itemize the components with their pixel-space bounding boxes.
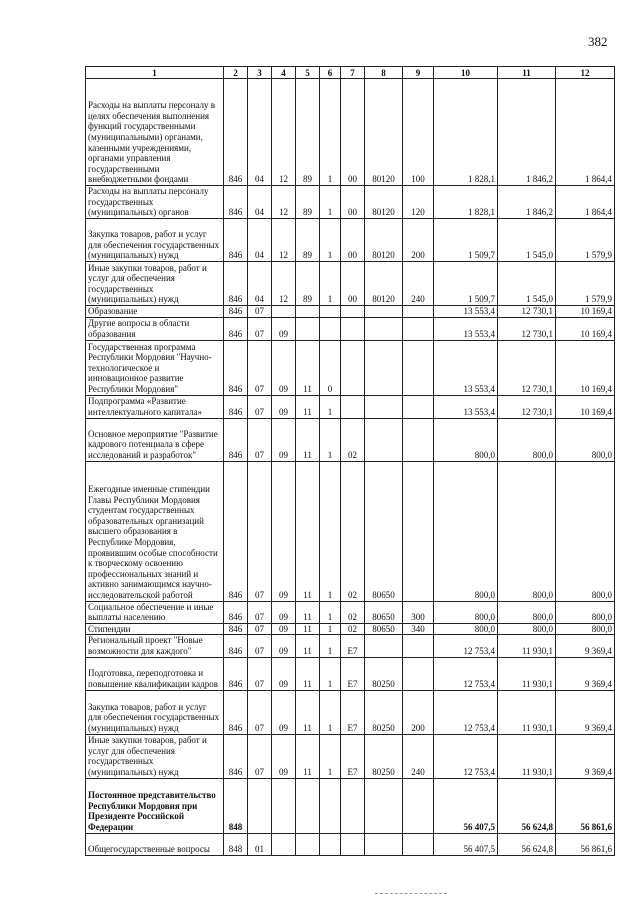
amount-cell: 56 861,6	[556, 778, 615, 833]
amount-cell: 10 169,4	[556, 395, 615, 418]
row-name-cell: Стипендии	[86, 623, 224, 635]
subprogram-cell	[320, 306, 341, 318]
subsection-cell: 09	[272, 418, 296, 461]
code-cell: 846	[224, 635, 248, 657]
subprogram-cell: 1	[320, 623, 341, 635]
amount-cell: 9 369,4	[556, 635, 615, 657]
header-cell: 8	[365, 67, 403, 79]
code-cell: 846	[224, 461, 248, 601]
expense-type-cell: 120	[403, 186, 434, 219]
event-cell	[341, 778, 365, 833]
scan-artifact	[375, 893, 447, 894]
program-cell	[296, 317, 320, 340]
amount-cell: 10 169,4	[556, 340, 615, 395]
amount-cell: 800,0	[434, 418, 498, 461]
code-cell: 846	[224, 690, 248, 734]
amount-cell: 9 369,4	[556, 657, 615, 690]
amount-cell: 800,0	[434, 461, 498, 601]
event-cell: 00	[341, 219, 365, 262]
program-cell: 11	[296, 690, 320, 734]
subsection-cell: 09	[272, 461, 296, 601]
event-cell: 02	[341, 601, 365, 623]
amount-cell: 10 169,4	[556, 317, 615, 340]
amount-cell: 12 753,4	[434, 657, 498, 690]
direction-cell: 80120	[365, 79, 403, 186]
event-cell	[341, 317, 365, 340]
amount-cell: 13 553,4	[434, 317, 498, 340]
header-cell: 7	[341, 67, 365, 79]
subprogram-cell: 1	[320, 690, 341, 734]
amount-cell: 1 846,2	[498, 186, 556, 219]
amount-cell: 13 553,4	[434, 395, 498, 418]
subsection-cell: 09	[272, 623, 296, 635]
table-row	[86, 79, 615, 186]
expense-type-cell: 240	[403, 262, 434, 306]
section-cell: 04	[248, 219, 272, 262]
amount-cell: 1 828,1	[434, 186, 498, 219]
amount-cell: 1 864,4	[556, 186, 615, 219]
header-row	[86, 67, 615, 79]
subprogram-cell: 1	[320, 635, 341, 657]
amount-cell: 800,0	[556, 461, 615, 601]
direction-cell: 80120	[365, 262, 403, 306]
program-cell	[296, 833, 320, 855]
code-cell: 846	[224, 79, 248, 186]
amount-cell: 1 846,2	[498, 79, 556, 186]
amount-cell: 12 753,4	[434, 734, 498, 778]
amount-cell: 12 730,1	[498, 395, 556, 418]
amount-cell: 800,0	[498, 461, 556, 601]
section-cell: 07	[248, 690, 272, 734]
direction-cell	[365, 306, 403, 318]
amount-cell: 11 930,1	[498, 635, 556, 657]
amount-cell: 12 753,4	[434, 635, 498, 657]
row-name-cell: Постоянное представительство Республики Мордовия при Президенте Российской Федерации	[86, 778, 224, 833]
row-name-cell: Закупка товаров, работ и услуг для обеспечения государственных (муниципальных) нужд	[86, 690, 224, 734]
section-cell	[248, 778, 272, 833]
code-cell: 846	[224, 418, 248, 461]
amount-cell: 1 545,0	[498, 219, 556, 262]
amount-cell: 800,0	[556, 601, 615, 623]
direction-cell: 80120	[365, 186, 403, 219]
table-row	[86, 186, 615, 219]
row-name-cell: Региональный проект "Новые возможности для каждого"	[86, 635, 224, 657]
expense-type-cell: 300	[403, 601, 434, 623]
event-cell: 00	[341, 79, 365, 186]
amount-cell: 1 545,0	[498, 262, 556, 306]
subprogram-cell: 0	[320, 340, 341, 395]
table-row	[86, 635, 615, 657]
table-row	[86, 317, 615, 340]
event-cell	[341, 340, 365, 395]
subsection-cell: 12	[272, 79, 296, 186]
program-cell: 89	[296, 79, 320, 186]
event-cell: Е7	[341, 734, 365, 778]
amount-cell: 56 407,5	[434, 833, 498, 855]
amount-cell: 10 169,4	[556, 306, 615, 318]
event-cell: 02	[341, 623, 365, 635]
event-cell	[341, 306, 365, 318]
subsection-cell: 09	[272, 690, 296, 734]
expense-type-cell	[403, 418, 434, 461]
program-cell: 89	[296, 262, 320, 306]
expense-type-cell	[403, 340, 434, 395]
event-cell	[341, 833, 365, 855]
event-cell	[341, 395, 365, 418]
subsection-cell: 09	[272, 635, 296, 657]
expense-type-cell: 200	[403, 690, 434, 734]
table-row	[86, 833, 615, 855]
direction-cell	[365, 340, 403, 395]
amount-cell: 56 624,8	[498, 778, 556, 833]
direction-cell	[365, 833, 403, 855]
section-cell: 07	[248, 395, 272, 418]
code-cell: 846	[224, 317, 248, 340]
subprogram-cell	[320, 833, 341, 855]
event-cell: 02	[341, 418, 365, 461]
subsection-cell: 09	[272, 734, 296, 778]
program-cell: 11	[296, 623, 320, 635]
direction-cell: 80250	[365, 657, 403, 690]
subsection-cell: 09	[272, 601, 296, 623]
subprogram-cell: 1	[320, 219, 341, 262]
program-cell	[296, 306, 320, 318]
amount-cell: 11 930,1	[498, 734, 556, 778]
code-cell: 846	[224, 219, 248, 262]
amount-cell: 800,0	[556, 418, 615, 461]
program-cell: 11	[296, 657, 320, 690]
subprogram-cell: 1	[320, 262, 341, 306]
subprogram-cell	[320, 778, 341, 833]
header-cell: 3	[248, 67, 272, 79]
direction-cell	[365, 317, 403, 340]
row-name-cell: Подготовка, переподготовка и повышение квалификации кадров	[86, 657, 224, 690]
amount-cell: 800,0	[498, 601, 556, 623]
table-row	[86, 690, 615, 734]
amount-cell: 56 861,6	[556, 833, 615, 855]
direction-cell: 80120	[365, 219, 403, 262]
amount-cell: 800,0	[498, 623, 556, 635]
row-name-cell: Другие вопросы в области образования	[86, 317, 224, 340]
header-cell: 9	[403, 67, 434, 79]
section-cell: 07	[248, 635, 272, 657]
row-name-cell: Расходы на выплаты персоналу в целях обеспечения выполнения функций государственными (муниципальными) органами, казенными учреждениями, органами управления государственными внебюджетными фондами	[86, 79, 224, 186]
section-cell: 01	[248, 833, 272, 855]
code-cell: 846	[224, 395, 248, 418]
code-cell: 846	[224, 657, 248, 690]
row-name-cell: Ежегодные именные стипендии Главы Республики Мордовия студентам государственных образовательных организаций высшего образования в Республике Мордовия, проявившим особые способности к творческому освоению профессиональных знаний и активно занимающимся научно-исследовательской работой	[86, 461, 224, 601]
amount-cell: 12 753,4	[434, 690, 498, 734]
section-cell: 07	[248, 623, 272, 635]
row-name-cell: Подпрограмма «Развитие интеллектуального капитала»	[86, 395, 224, 418]
subprogram-cell	[320, 317, 341, 340]
expense-type-cell	[403, 833, 434, 855]
program-cell	[296, 778, 320, 833]
amount-cell: 9 369,4	[556, 734, 615, 778]
expense-type-cell	[403, 461, 434, 601]
amount-cell: 1 579,9	[556, 219, 615, 262]
subprogram-cell: 1	[320, 186, 341, 219]
direction-cell	[365, 418, 403, 461]
table-row	[86, 306, 615, 318]
header-cell: 10	[434, 67, 498, 79]
amount-cell: 800,0	[434, 601, 498, 623]
code-cell: 846	[224, 306, 248, 318]
amount-cell: 13 553,4	[434, 306, 498, 318]
subsection-cell	[272, 306, 296, 318]
direction-cell: 80650	[365, 623, 403, 635]
table-body	[86, 79, 615, 856]
direction-cell: 80650	[365, 601, 403, 623]
section-cell: 07	[248, 657, 272, 690]
event-cell: 00	[341, 186, 365, 219]
code-cell: 846	[224, 186, 248, 219]
section-cell: 07	[248, 317, 272, 340]
header-cell: 6	[320, 67, 341, 79]
header-cell: 5	[296, 67, 320, 79]
header-cell: 11	[498, 67, 556, 79]
table-row	[86, 734, 615, 778]
amount-cell: 1 579,9	[556, 262, 615, 306]
subsection-cell: 12	[272, 186, 296, 219]
amount-cell: 11 930,1	[498, 657, 556, 690]
amount-cell: 12 730,1	[498, 306, 556, 318]
amount-cell: 1 509,7	[434, 262, 498, 306]
section-cell: 04	[248, 79, 272, 186]
expense-type-cell	[403, 657, 434, 690]
program-cell: 11	[296, 461, 320, 601]
section-cell: 07	[248, 418, 272, 461]
section-cell: 07	[248, 461, 272, 601]
page-number: 382	[588, 34, 608, 49]
table-row	[86, 461, 615, 601]
row-name-cell: Социальное обеспечение и иные выплаты населению	[86, 601, 224, 623]
table-row	[86, 219, 615, 262]
event-cell: Е7	[341, 690, 365, 734]
program-cell: 11	[296, 734, 320, 778]
table-row	[86, 623, 615, 635]
budget-table	[85, 66, 615, 856]
direction-cell: 80250	[365, 734, 403, 778]
program-cell: 89	[296, 186, 320, 219]
subsection-cell: 12	[272, 219, 296, 262]
event-cell: 00	[341, 262, 365, 306]
direction-cell: 80250	[365, 690, 403, 734]
table-row	[86, 340, 615, 395]
row-name-cell: Государственная программа Республики Мордовия "Научно-технологическое и инновационное развитие Республики Мордовия"	[86, 340, 224, 395]
amount-cell: 13 553,4	[434, 340, 498, 395]
subprogram-cell: 1	[320, 418, 341, 461]
table-row	[86, 601, 615, 623]
expense-type-cell	[403, 317, 434, 340]
amount-cell: 1 828,1	[434, 79, 498, 186]
subprogram-cell: 1	[320, 601, 341, 623]
program-cell: 11	[296, 418, 320, 461]
code-cell: 848	[224, 778, 248, 833]
subsection-cell: 09	[272, 395, 296, 418]
row-name-cell: Образование	[86, 306, 224, 318]
table-row	[86, 395, 615, 418]
amount-cell: 56 407,5	[434, 778, 498, 833]
table-row	[86, 778, 615, 833]
program-cell: 11	[296, 340, 320, 395]
table-row	[86, 262, 615, 306]
subprogram-cell: 1	[320, 657, 341, 690]
expense-type-cell	[403, 306, 434, 318]
code-cell: 846	[224, 734, 248, 778]
row-name-cell: Основное мероприятие "Развитие кадрового потенциала в сфере исследований и разработок"	[86, 418, 224, 461]
amount-cell: 56 624,8	[498, 833, 556, 855]
row-name-cell: Иные закупки товаров, работ и услуг для обеспечения государственных (муниципальных) нужд	[86, 734, 224, 778]
subprogram-cell: 1	[320, 79, 341, 186]
header-cell: 12	[556, 67, 615, 79]
subsection-cell: 09	[272, 657, 296, 690]
subsection-cell: 12	[272, 262, 296, 306]
expense-type-cell	[403, 395, 434, 418]
row-name-cell: Закупка товаров, работ и услуг для обеспечения государственных (муниципальных) нужд	[86, 219, 224, 262]
section-cell: 07	[248, 306, 272, 318]
code-cell: 846	[224, 601, 248, 623]
amount-cell: 800,0	[556, 623, 615, 635]
section-cell: 04	[248, 186, 272, 219]
header-cell: 4	[272, 67, 296, 79]
event-cell: Е7	[341, 635, 365, 657]
amount-cell: 9 369,4	[556, 690, 615, 734]
expense-type-cell	[403, 635, 434, 657]
subsection-cell: 09	[272, 340, 296, 395]
amount-cell: 800,0	[434, 623, 498, 635]
row-name-cell: Расходы на выплаты персоналу государственных (муниципальных) органов	[86, 186, 224, 219]
direction-cell	[365, 635, 403, 657]
code-cell: 846	[224, 262, 248, 306]
expense-type-cell: 340	[403, 623, 434, 635]
expense-type-cell: 240	[403, 734, 434, 778]
amount-cell: 1 509,7	[434, 219, 498, 262]
program-cell: 89	[296, 219, 320, 262]
table-row	[86, 657, 615, 690]
section-cell: 07	[248, 601, 272, 623]
row-name-cell: Иные закупки товаров, работ и услуг для обеспечения государственных (муниципальных) нужд	[86, 262, 224, 306]
program-cell: 11	[296, 601, 320, 623]
code-cell: 846	[224, 623, 248, 635]
expense-type-cell: 100	[403, 79, 434, 186]
amount-cell: 12 730,1	[498, 317, 556, 340]
subprogram-cell: 1	[320, 461, 341, 601]
section-cell: 04	[248, 262, 272, 306]
amount-cell: 800,0	[498, 418, 556, 461]
expense-type-cell	[403, 778, 434, 833]
row-name-cell: Общегосударственные вопросы	[86, 833, 224, 855]
direction-cell	[365, 395, 403, 418]
header-cell: 1	[86, 67, 224, 79]
amount-cell: 12 730,1	[498, 340, 556, 395]
code-cell: 848	[224, 833, 248, 855]
section-cell: 07	[248, 340, 272, 395]
subprogram-cell: 1	[320, 734, 341, 778]
event-cell: 02	[341, 461, 365, 601]
subsection-cell: 09	[272, 317, 296, 340]
header-cell: 2	[224, 67, 248, 79]
subsection-cell	[272, 778, 296, 833]
program-cell: 11	[296, 395, 320, 418]
subsection-cell	[272, 833, 296, 855]
code-cell: 846	[224, 340, 248, 395]
subprogram-cell: 1	[320, 395, 341, 418]
expense-type-cell: 200	[403, 219, 434, 262]
program-cell: 11	[296, 635, 320, 657]
direction-cell: 80650	[365, 461, 403, 601]
event-cell: Е7	[341, 657, 365, 690]
table-row	[86, 418, 615, 461]
amount-cell: 1 864,4	[556, 79, 615, 186]
amount-cell: 11 930,1	[498, 690, 556, 734]
section-cell: 07	[248, 734, 272, 778]
direction-cell	[365, 778, 403, 833]
